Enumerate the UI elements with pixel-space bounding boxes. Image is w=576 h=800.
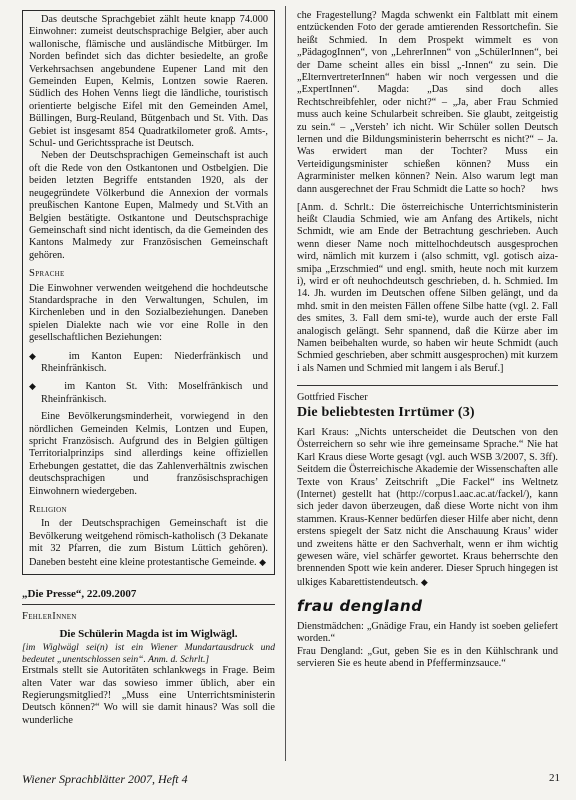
kraus-text	[297, 427, 558, 589]
fehler-heading: FehlerInnen	[22, 611, 77, 623]
diamond-icon: ◆	[29, 381, 44, 392]
religion-body: In der Deutschsprachigen Gemeinschaft ist die Bevölkerung weitgehend römisch-katholisch (3 Dekanate mit 32 Pfarren, die zum Bistum Lüttich gehören). Daneben besteht eine kleine protestantische Gemeinde.	[29, 518, 268, 568]
journal-footer: Wiener Sprachblätter 2007, Heft 4	[22, 772, 188, 786]
author-name: Gottfried Fischer	[297, 392, 368, 404]
left-column	[22, 10, 275, 727]
religion-heading: Religion	[29, 504, 67, 516]
magda-continuation: che Fragestellung? Magda schwenkt ein Faltblatt mit einem entzückenden Foto der gerade amtierenden Ressortchefin. Sie heißt Schmied. In dem Prospekt wimmelt es von „PädagogInnen“, von „LehrerInnen“ von „SchülerInnen“, bei der Dame scheint alles ein bissl „-Innen“ zu sein. Die „ElternvertreterInnen“ haben wir noch vergessen und die „ExpertInnen“. Magda: „Das sind doch alles Rechtschreibfehler, oder nicht?“ – „Ja, aber Frau Schmied muss auch keine Schularbeit schreiben. Sie glaubt, zeitgeistig zu sein.“ – „Versteh’ ich nicht. Wir Schüler sollen Deutsch lernen und die Bildungsministerin beherrscht es nicht?“ – Ja. Was erwidert man der Tochter? Muss ein Verteidigungsminister schießen können? Muss ein Agrarminister melken können? Nein. Also warum legt man dann ausgerechnet der Frau Schmidt die Latte so hoch?	[297, 10, 558, 195]
diamond-icon: ◆	[420, 576, 428, 587]
kraus-body: Karl Kraus: „Nichts unterscheidet die Deutschen von den Österreichern so sehr wie ihre gemeinsame Sprache.“ Nie hat Karl Kraus diese Worte gesagt (vgl. auch WSB 3/2007, S. 3ff). Seitdem die Österreichische Akademie der Wissenschaften alle Texte von Kraus’ Zeitschrift „Die Fackel“ ins Weltnetz (Internet) gestellt hat (http://corpus1.aac.ac.at/fackel/), kann sich jeder davon überzeugen, daß diese Worte nicht von ihm stammen. Kraus-Kenner bedürfen dieser Hilfe aber nicht, denn erstens spiegelt der Satz nicht die Anschauung Kraus’ wider und zweitens hätte er den Sachverhalt, wenn er ihm wichtig gewesen wäre, viel schärfer gewortet. Kraus beherrschte den brennenden Spott wie kein anderer. Dieser Spruch hingegen ist ulkiges Kabarettistendeutsch.	[297, 427, 558, 588]
page-number: 21	[549, 772, 560, 784]
magda-text: Erstmals stellt sie Autoritäten schlankwegs in Frage. Beim alten Vater war das sowieso immer üblich, aber ein Regierungsmitglied?! „Muss eine Unterrichtsministerin Deutsch können?“ Wo will sie damit hinaus? Was soll die wunderliche	[22, 665, 275, 726]
magda-title: Die Schülerin Magda ist im Wiglwägl.	[59, 627, 238, 640]
frau-line: Frau Dengland: „Gut, geben Sie es in den Kühlschrank und servieren Sie es heute abend in Pfefferminzsauce.“	[297, 645, 558, 669]
intro-paragraph-2: Neben der Deutschsprachigen Gemeinschaft ist auch oft die Rede von den Ostkantonen und Ostbelgien. Die beiden letzten Begriffe entstanden 1920, als der neugegründete Völkerbund die Annexion der vormals preußischen Kantone Eupen, Malmedy und St.Vith an Belgien bestätigte. Ostkantone und Deutschsprachige Gemeinschaft sind nicht identisch, da die Gemeinden des Kantons Malmedy zur Französischen Gemeinschaft gehören.	[29, 150, 268, 261]
section-rule	[297, 385, 558, 386]
right-column	[297, 10, 558, 670]
bullet-stvith	[29, 380, 268, 406]
editor-note: [Anm. d. Schrlt.: Die österreichische Unterrichtsministerin heißt Claudia Schmied, wie am Anfang des Artikels, nicht Schmidt, wie am Ende der Betrachtung geschrieben. Auch wenn dieser Name noch mittelhochdeutsch ausgesprochen wird, nämlich mit kurzem i (also schmitt, vgl. gotisch aiza-smiþa „Erzschmied“ und engl. smith, heute noch mit kurzem i), wird er oft neuhochdeutsch geschrieben, d. h. Schmied. Im 14. Jh. wurden im Deutschen offene Silben gelängt, und da mhd. smit in den meisten Fällen offene Silbe hatte (vgl. 2. Fall des smites, 3. Fall dem smi-te), wurde auch der erste Fall analogisch gelängt. Sehr spannend, daß die Kürze aber im Namen beibehalten wurde, so haben wir heute Schmidt (auch Schmied geschrieben, aber schmitt ausgesprochen) mit kurzem i als Namen und Schmied mit langem i als Beruf.]	[297, 201, 558, 374]
sprache-heading: Sprache	[29, 268, 65, 280]
diamond-icon: ◆	[259, 556, 267, 567]
religion-text	[29, 518, 268, 569]
bullet-text: im Kanton Eupen: Niederfränkisch und Rheinfränkisch.	[41, 350, 268, 374]
diamond-icon: ◆	[29, 350, 46, 361]
dienst-line: Dienstmädchen: „Gnädige Frau, ein Handy ist soeben geliefert worden.“	[297, 620, 558, 645]
intro-paragraph-1: Das deutsche Sprachgebiet zählt heute knapp 74.000 Einwohner: zumeist deutschsprachige Belgier, aber auch wallonische, flämische und ausländische Mitbürger. Im Norden befindet sich das dichter besiedelte, an große Verkehrsachsen angebundene Eupener Land mit den Gemeinden Eupen, Kelmis, Lontzen sowie Raeren. Südlich des Hohen Venns liegt die ländliche, touristisch orientierte belgische Eifel mit den Gemeinden Amel, Büllingen, Burg-Reuland, Bütgenbach und St. Vith. Das Gebiet ist insgesamt 854 Quadratkilometer groß. Amts-, Schul- und Gerichtssprache ist Deutsch.	[29, 14, 268, 150]
irrtuemer-title: Die beliebtesten Irrtümer (3)	[297, 404, 475, 420]
bullet-eupen	[29, 350, 268, 376]
info-box	[22, 10, 275, 575]
hws-signature: hws	[541, 184, 558, 196]
sprache-text: Die Einwohner verwenden weitgehend die hochdeutsche Standardsprache in den Verwaltungen, Schulen, im Kirchenleben und in den Sozialbeziehungen. Daneben spielen Dialekte nach wie vor eine Rolle in den gesellschaftlichen Beziehungen:	[29, 282, 268, 344]
section-rule	[22, 604, 275, 605]
presse-source: „Die Presse“, 22.09.2007	[22, 588, 137, 601]
minority-text: Eine Bevölkerungsminderheit, vorwiegend in den nördlichen Gemeinden Kelmis, Lontzen und Eupen, spricht Französisch. Aufgrund des in Belgien gültigen Territorialprinzips sind allerdings keine offiziellen Erhebungen gestattet, die das Zahlenverhältnis zwischen deutschsprachigen und französischsprachigen Einwohnern wiedergeben.	[29, 411, 268, 497]
bullet-text: im Kanton St. Vith: Moselfränkisch und Rheinfränkisch.	[41, 381, 268, 405]
frau-dengland-title: frau dengland	[297, 597, 423, 616]
column-divider	[285, 6, 286, 761]
magda-note: [im Wiglwägl sei(n) ist ein Wiener Mundartausdruck und bedeutet „unentschlossen sein“. Anm. d. Schrlt.]	[22, 642, 275, 665]
